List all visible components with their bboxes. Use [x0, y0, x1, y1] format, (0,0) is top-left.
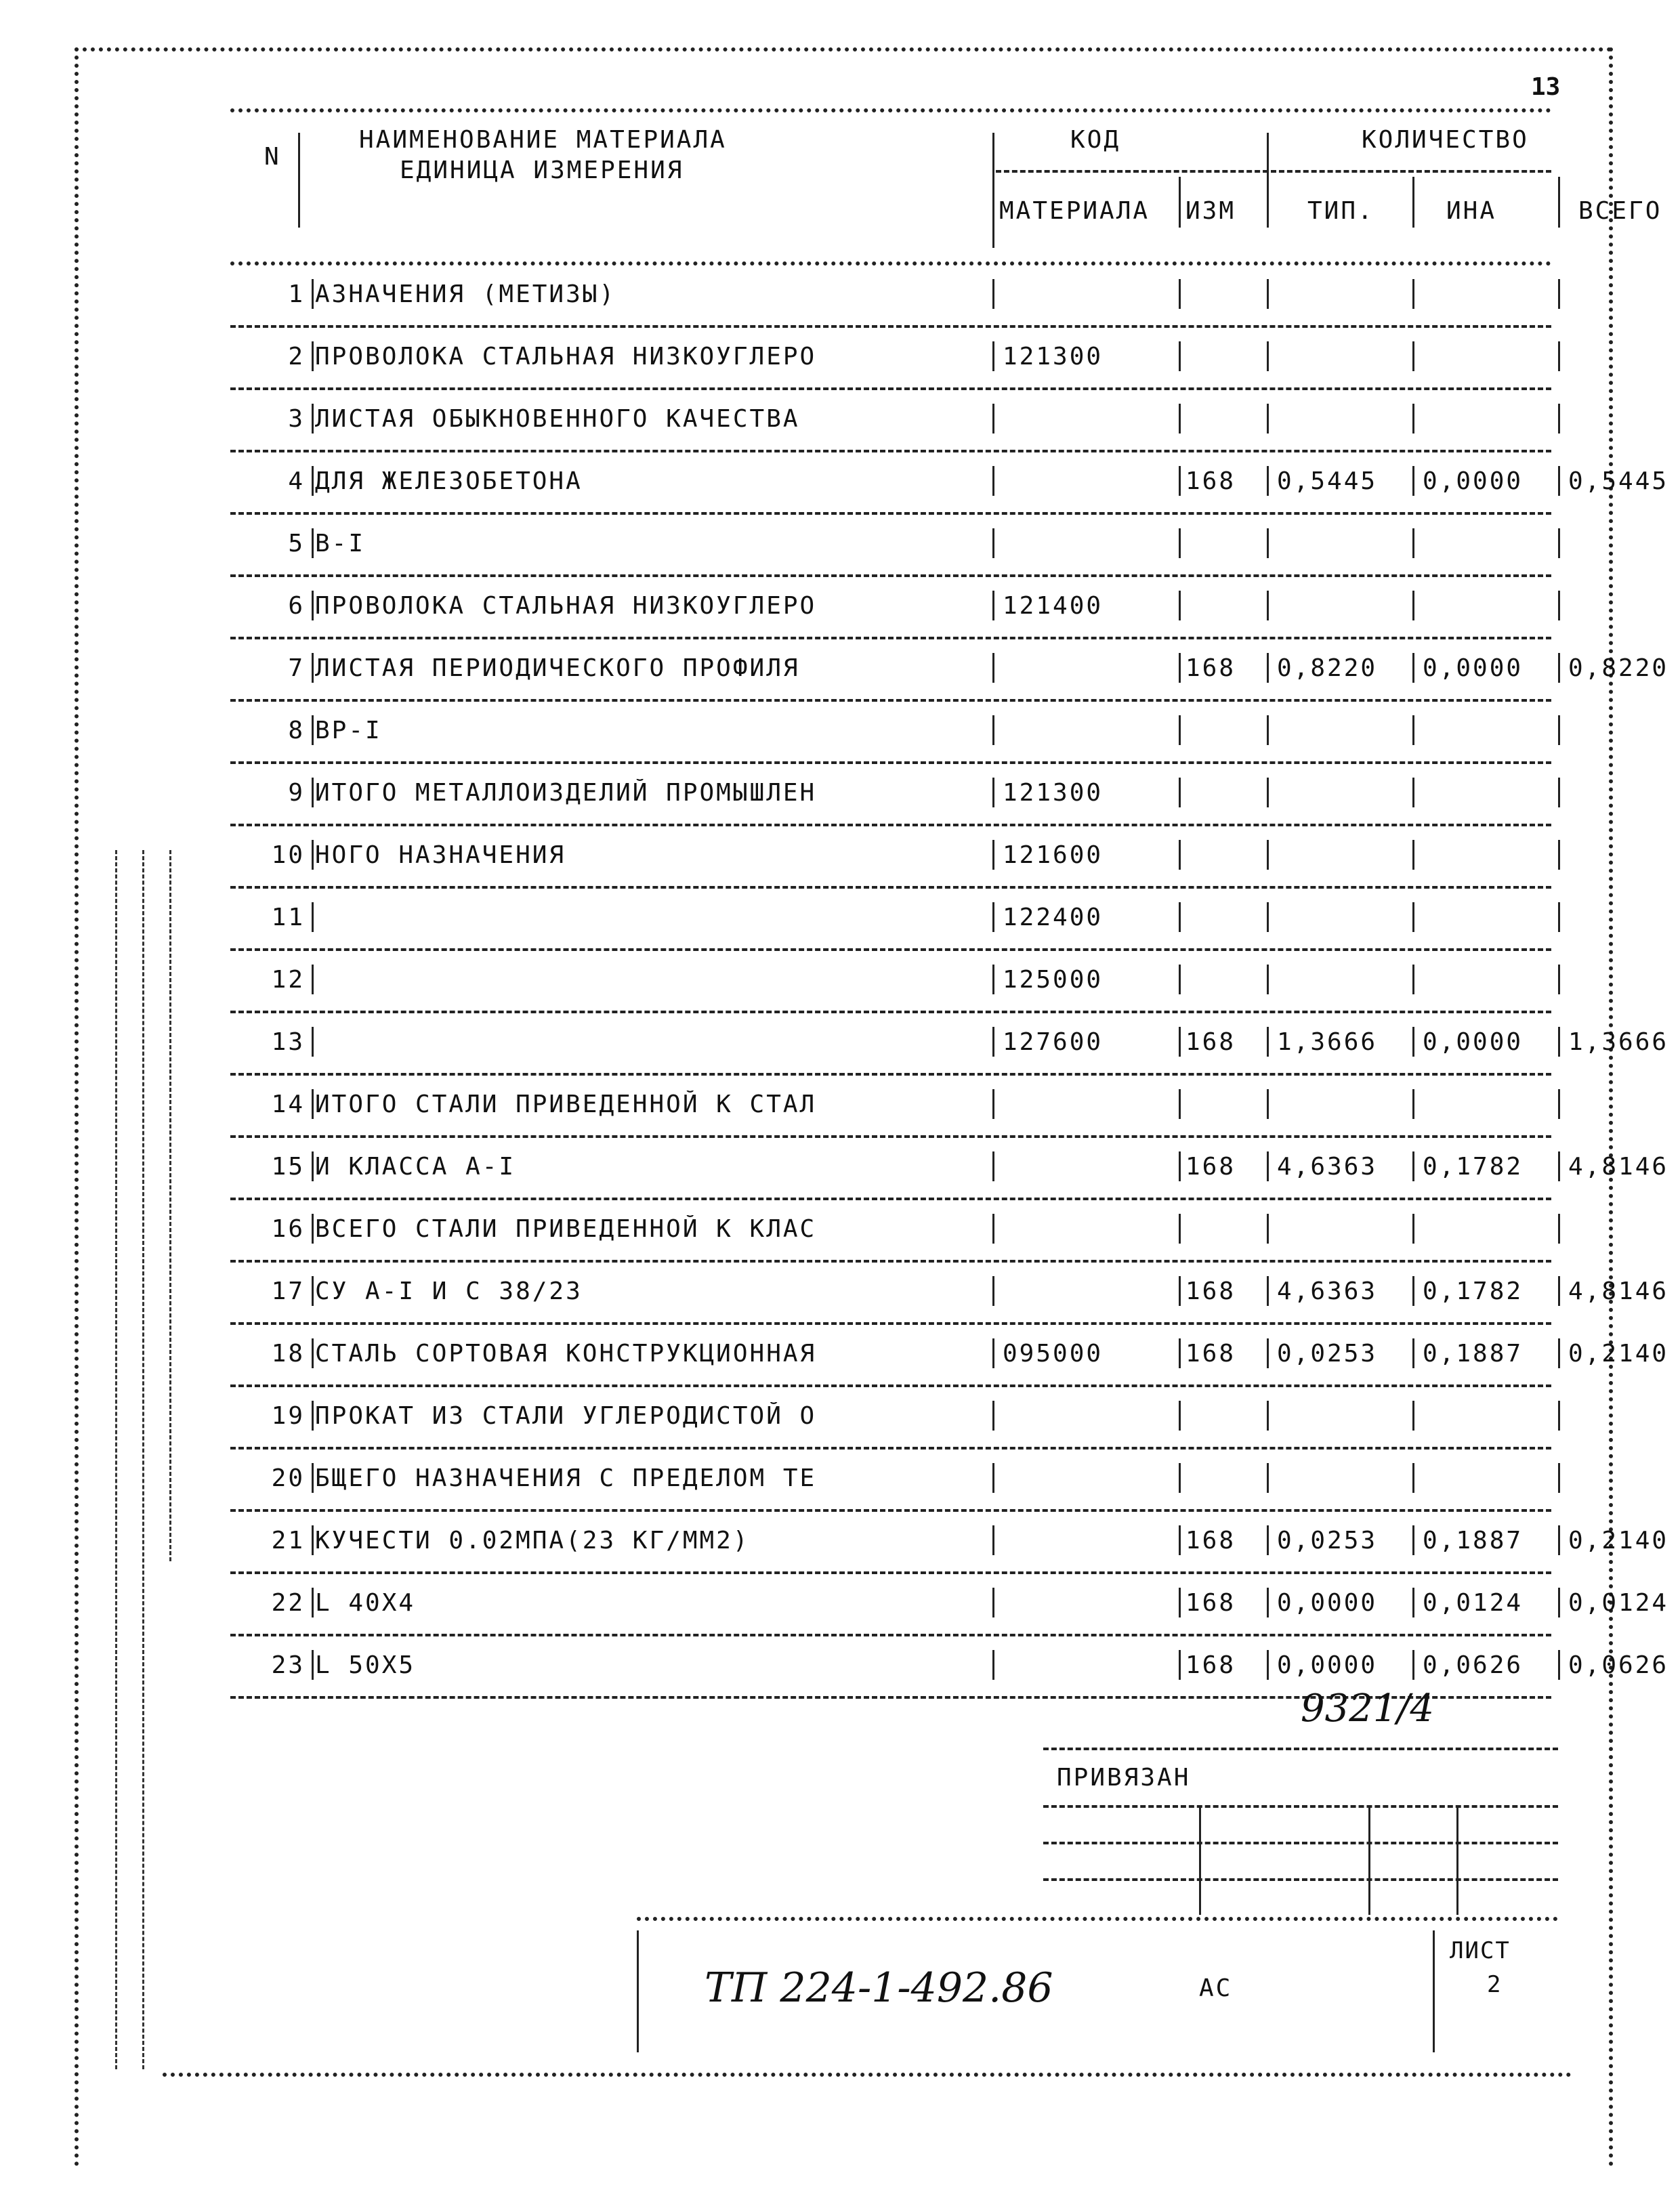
column-separator: [312, 1588, 314, 1617]
column-separator: [1267, 840, 1269, 870]
column-separator: [1412, 1525, 1414, 1555]
column-separator: [1412, 1463, 1414, 1493]
row-ina: 0,1782: [1423, 1277, 1524, 1305]
row-vsego: 1,3666: [1568, 1028, 1669, 1056]
row-number: 11: [271, 904, 305, 931]
table-row: [230, 1387, 1551, 1450]
row-number: 14: [271, 1091, 305, 1118]
row-number: 8: [288, 717, 305, 744]
column-separator: [312, 279, 314, 309]
frame-right-border: [1609, 47, 1613, 2167]
column-separator: [1412, 279, 1414, 309]
column-separator: [312, 1089, 314, 1119]
column-separator: [992, 965, 994, 994]
column-separator: [312, 1525, 314, 1555]
row-name: БЩЕГО НАЗНАЧЕНИЯ С ПРЕДЕЛОМ ТЕ: [315, 1464, 817, 1492]
column-separator: [992, 1089, 994, 1119]
table-row: [230, 1200, 1551, 1263]
column-separator: [1412, 1338, 1414, 1368]
table-row: [230, 328, 1551, 390]
frame-bottom-border: [163, 2073, 1572, 2077]
column-separator: [992, 466, 994, 496]
column-separator: [1558, 965, 1560, 994]
column-separator: [992, 528, 994, 558]
column-separator: [312, 1650, 314, 1680]
column-separator: [1412, 1151, 1414, 1181]
column-separator: [1179, 279, 1181, 309]
table-row: [230, 764, 1551, 826]
table-row: [230, 889, 1551, 951]
column-separator: [1267, 1401, 1269, 1431]
column-separator: [992, 1276, 994, 1306]
column-separator: [1558, 466, 1560, 496]
column-separator: [1179, 1650, 1181, 1680]
row-number: 22: [271, 1589, 305, 1617]
column-separator: [1412, 1089, 1414, 1119]
row-name: L 50Х5: [315, 1651, 416, 1679]
title-block-divider: [637, 1930, 639, 2052]
table-body: [230, 266, 1669, 1699]
column-separator: [1558, 1401, 1560, 1431]
header-qty: КОЛИЧЕСТВО: [1362, 126, 1529, 154]
row-tip: 4,6363: [1277, 1153, 1378, 1181]
row-name: ПРОКАТ ИЗ СТАЛИ УГЛЕРОДИСТОЙ О: [315, 1402, 817, 1430]
column-separator: [1558, 279, 1560, 309]
header-divider: [1179, 177, 1181, 228]
column-separator: [1412, 528, 1414, 558]
column-separator: [1558, 1588, 1560, 1617]
column-separator: [992, 778, 994, 807]
stamp-subgrid: [1043, 1878, 1558, 1915]
column-separator: [992, 1525, 994, 1555]
row-number: 18: [271, 1340, 305, 1368]
row-name: КУЧЕСТИ 0.02МПА(23 КГ/ММ2): [315, 1527, 750, 1554]
stamp-label: ПРИВЯЗАН: [1057, 1764, 1191, 1792]
row-number: 20: [271, 1464, 305, 1492]
row-name: И КЛАССА А-I: [315, 1153, 516, 1181]
column-separator: [312, 1463, 314, 1493]
row-ina: 0,1887: [1423, 1527, 1524, 1554]
row-izm: 168: [1185, 1277, 1236, 1305]
sheet-label: ЛИСТ: [1450, 1937, 1511, 1964]
header-divider: [1267, 133, 1269, 228]
row-tip: 0,5445: [1277, 467, 1378, 495]
row-izm: 168: [1185, 1527, 1236, 1554]
table-row: [230, 515, 1551, 577]
column-separator: [312, 591, 314, 620]
header-vsego: ВСЕГО: [1578, 197, 1662, 225]
column-separator: [1267, 279, 1269, 309]
row-name: АЗНАЧЕНИЯ (МЕТИЗЫ): [315, 280, 616, 308]
row-vsego: 0,0124: [1568, 1589, 1669, 1617]
column-separator: [992, 404, 994, 433]
frame-top-border: [75, 47, 1612, 51]
header-divider: [992, 133, 994, 248]
row-number: 16: [271, 1215, 305, 1243]
column-separator: [1267, 715, 1269, 745]
column-separator: [1267, 1027, 1269, 1057]
row-number: 17: [271, 1277, 305, 1305]
row-name: ЛИСТАЯ ПЕРИОДИЧЕСКОГО ПРОФИЛЯ: [315, 654, 800, 682]
column-separator: [312, 778, 314, 807]
stamp-subgrid: [1043, 1842, 1558, 1878]
header-name-line1: НАИМЕНОВАНИЕ МАТЕРИАЛА: [359, 126, 727, 154]
left-margin-lines: [115, 850, 224, 2069]
table-row: [230, 1076, 1551, 1138]
stamp-subgrid: [1043, 1805, 1558, 1842]
row-code: 121300: [1003, 779, 1104, 807]
column-separator: [1412, 965, 1414, 994]
frame-left-border: [75, 47, 79, 2167]
column-separator: [312, 840, 314, 870]
column-separator: [1412, 1027, 1414, 1057]
row-izm: 168: [1185, 1028, 1236, 1056]
row-number: 10: [271, 841, 305, 869]
column-separator: [1179, 404, 1181, 433]
row-tip: 0,8220: [1277, 654, 1378, 682]
column-separator: [1558, 840, 1560, 870]
drawing-code: ТП 224-1-492.86: [705, 1964, 1053, 2012]
row-ina: 0,1887: [1423, 1340, 1524, 1368]
column-separator: [312, 1214, 314, 1244]
table-row: [230, 702, 1551, 764]
title-block: [637, 1917, 1558, 2052]
row-name: ВСЕГО СТАЛИ ПРИВЕДЕННОЙ К КЛАС: [315, 1215, 817, 1243]
column-separator: [1267, 778, 1269, 807]
row-ina: 0,0000: [1423, 467, 1524, 495]
header-izm: ИЗМ: [1185, 197, 1236, 225]
table-row: [230, 1450, 1551, 1512]
column-separator: [1412, 466, 1414, 496]
table-row: [230, 452, 1669, 515]
column-separator: [1558, 1525, 1560, 1555]
row-number: 1: [288, 280, 305, 308]
column-separator: [992, 1650, 994, 1680]
header-ina: ИНА: [1446, 197, 1497, 225]
row-izm: 168: [1185, 1153, 1236, 1181]
column-separator: [1412, 778, 1414, 807]
column-separator: [1179, 715, 1181, 745]
column-separator: [1179, 778, 1181, 807]
header-num: N: [264, 143, 281, 171]
column-separator: [312, 341, 314, 371]
column-separator: [1179, 1151, 1181, 1181]
column-separator: [1179, 653, 1181, 683]
column-separator: [1412, 1588, 1414, 1617]
row-name: СУ А-I И С 38/23: [315, 1277, 583, 1305]
section-code: АС: [1199, 1974, 1233, 2002]
column-separator: [992, 902, 994, 932]
row-ina: 0,1782: [1423, 1153, 1524, 1181]
row-izm: 168: [1185, 654, 1236, 682]
row-number: 2: [288, 343, 305, 371]
table-row: [230, 826, 1551, 889]
sheet-number: 2: [1487, 1971, 1501, 1998]
column-separator: [1179, 1338, 1181, 1368]
column-separator: [1267, 1525, 1269, 1555]
column-separator: [1558, 1027, 1560, 1057]
row-izm: 168: [1185, 1589, 1236, 1617]
column-separator: [992, 1588, 994, 1617]
column-separator: [1558, 902, 1560, 932]
column-separator: [312, 715, 314, 745]
row-name: L 40Х4: [315, 1589, 416, 1617]
column-separator: [992, 279, 994, 309]
table-row: [230, 577, 1551, 639]
header-name-line2: ЕДИНИЦА ИЗМЕРЕНИЯ: [400, 156, 684, 184]
header-divider: [298, 133, 300, 228]
column-separator: [312, 404, 314, 433]
row-number: 12: [271, 966, 305, 994]
row-number: 9: [288, 779, 305, 807]
column-separator: [1558, 1151, 1560, 1181]
table-row: [230, 951, 1551, 1013]
row-tip: 0,0253: [1277, 1340, 1378, 1368]
column-separator: [312, 965, 314, 994]
header-tip: ТИП.: [1307, 197, 1374, 225]
column-separator: [1412, 1401, 1414, 1431]
column-separator: [1179, 1214, 1181, 1244]
column-separator: [1267, 528, 1269, 558]
column-separator: [992, 1338, 994, 1368]
row-number: 7: [288, 654, 305, 682]
column-separator: [1267, 1276, 1269, 1306]
column-separator: [1558, 1463, 1560, 1493]
column-separator: [312, 653, 314, 683]
column-separator: [1267, 466, 1269, 496]
column-separator: [1179, 902, 1181, 932]
column-separator: [992, 591, 994, 620]
row-number: 5: [288, 530, 305, 557]
table-row: [230, 1512, 1669, 1574]
table-row: [230, 390, 1551, 452]
column-separator: [1267, 1650, 1269, 1680]
column-separator: [1179, 528, 1181, 558]
column-separator: [1179, 466, 1181, 496]
row-name: ИТОГО МЕТАЛЛОИЗДЕЛИЙ ПРОМЫШЛЕН: [315, 779, 817, 807]
column-separator: [1558, 715, 1560, 745]
column-separator: [1558, 1214, 1560, 1244]
column-separator: [312, 1401, 314, 1431]
column-separator: [1412, 591, 1414, 620]
column-separator: [1267, 1089, 1269, 1119]
row-code: 095000: [1003, 1340, 1104, 1368]
column-separator: [1179, 1401, 1181, 1431]
column-separator: [992, 1463, 994, 1493]
column-separator: [992, 1151, 994, 1181]
column-separator: [1412, 840, 1414, 870]
row-name: В-I: [315, 530, 366, 557]
row-vsego: 4,8146: [1568, 1153, 1669, 1181]
column-separator: [1412, 715, 1414, 745]
column-separator: [1179, 965, 1181, 994]
column-separator: [312, 902, 314, 932]
row-ina: 0,0000: [1423, 654, 1524, 682]
column-separator: [1412, 1650, 1414, 1680]
table-row: [230, 1138, 1669, 1200]
row-number: 23: [271, 1651, 305, 1679]
column-separator: [312, 1338, 314, 1368]
column-separator: [1267, 1151, 1269, 1181]
column-separator: [1179, 1588, 1181, 1617]
column-separator: [1558, 778, 1560, 807]
row-code: 122400: [1003, 904, 1104, 931]
title-block-divider: [1433, 1930, 1435, 2052]
row-name: ЛИСТАЯ ОБЫКНОВЕННОГО КАЧЕСТВА: [315, 405, 800, 433]
column-separator: [1412, 902, 1414, 932]
column-separator: [1179, 591, 1181, 620]
column-separator: [1179, 1089, 1181, 1119]
table-row: [230, 1013, 1669, 1076]
column-separator: [1558, 1338, 1560, 1368]
row-izm: 168: [1185, 467, 1236, 495]
table-row: [230, 1325, 1669, 1387]
column-separator: [992, 1027, 994, 1057]
column-separator: [1558, 1276, 1560, 1306]
column-separator: [1558, 1089, 1560, 1119]
table-header: [230, 112, 1662, 266]
column-separator: [1179, 1276, 1181, 1306]
column-separator: [1267, 1463, 1269, 1493]
header-code: КОД: [1070, 126, 1121, 154]
row-code: 121400: [1003, 592, 1104, 620]
margin-line: [169, 850, 171, 1561]
margin-line: [142, 850, 144, 2069]
column-separator: [992, 1401, 994, 1431]
row-tip: 0,0000: [1277, 1651, 1378, 1679]
column-separator: [312, 528, 314, 558]
column-separator: [312, 1276, 314, 1306]
row-vsego: 0,8220: [1568, 654, 1669, 682]
page-number: 13: [1531, 73, 1561, 101]
column-separator: [1267, 653, 1269, 683]
column-separator: [312, 466, 314, 496]
column-separator: [992, 653, 994, 683]
row-izm: 168: [1185, 1651, 1236, 1679]
row-name: ПРОВОЛОКА СТАЛЬНАЯ НИЗКОУГЛЕРО: [315, 343, 817, 371]
column-separator: [992, 1214, 994, 1244]
row-number: 4: [288, 467, 305, 495]
row-number: 19: [271, 1402, 305, 1430]
table-row: [230, 1574, 1669, 1636]
row-name: ПРОВОЛОКА СТАЛЬНАЯ НИЗКОУГЛЕРО: [315, 592, 817, 620]
column-separator: [992, 840, 994, 870]
column-separator: [1267, 1214, 1269, 1244]
column-separator: [1267, 404, 1269, 433]
column-separator: [992, 341, 994, 371]
header-subline: [996, 170, 1551, 173]
row-ina: 0,0124: [1423, 1589, 1524, 1617]
column-separator: [1267, 341, 1269, 371]
row-name: НОГО НАЗНАЧЕНИЯ: [315, 841, 566, 869]
header-divider: [1558, 177, 1560, 228]
row-tip: 0,0253: [1277, 1527, 1378, 1554]
row-name: СТАЛЬ СОРТОВАЯ КОНСТРУКЦИОННАЯ: [315, 1340, 817, 1368]
margin-line: [115, 850, 117, 2069]
column-separator: [1267, 1338, 1269, 1368]
table-row: [230, 639, 1669, 702]
row-tip: 0,0000: [1277, 1589, 1378, 1617]
column-separator: [1412, 404, 1414, 433]
column-separator: [1412, 341, 1414, 371]
row-name: ВР-I: [315, 717, 382, 744]
column-separator: [1267, 902, 1269, 932]
binding-stamp: [1043, 1748, 1558, 1915]
row-name: ИТОГО СТАЛИ ПРИВЕДЕННОЙ К СТАЛ: [315, 1091, 817, 1118]
column-separator: [1267, 1588, 1269, 1617]
row-tip: 4,6363: [1277, 1277, 1378, 1305]
row-tip: 1,3666: [1277, 1028, 1378, 1056]
row-vsego: 4,8146: [1568, 1277, 1669, 1305]
column-separator: [1412, 1276, 1414, 1306]
row-code: 121600: [1003, 841, 1104, 869]
column-separator: [1179, 840, 1181, 870]
column-separator: [1179, 341, 1181, 371]
column-separator: [1558, 591, 1560, 620]
row-number: 13: [271, 1028, 305, 1056]
materials-table: [230, 108, 1669, 1699]
table-row: [230, 1263, 1669, 1325]
column-separator: [312, 1151, 314, 1181]
row-number: 15: [271, 1153, 305, 1181]
row-number: 3: [288, 405, 305, 433]
row-code: 127600: [1003, 1028, 1104, 1056]
column-separator: [1179, 1525, 1181, 1555]
row-number: 21: [271, 1527, 305, 1554]
table-row: [230, 266, 1551, 328]
column-separator: [1267, 965, 1269, 994]
column-separator: [1558, 404, 1560, 433]
row-code: 125000: [1003, 966, 1104, 994]
column-separator: [1179, 1027, 1181, 1057]
column-separator: [1558, 341, 1560, 371]
header-divider: [1412, 177, 1414, 228]
row-ina: 0,0000: [1423, 1028, 1524, 1056]
row-ina: 0,0626: [1423, 1651, 1524, 1679]
row-vsego: 0,0626: [1568, 1651, 1669, 1679]
row-number: 6: [288, 592, 305, 620]
handwritten-stamp-number: 9321/4: [1301, 1687, 1435, 1731]
title-block-top: [637, 1917, 1558, 1921]
column-separator: [1412, 1214, 1414, 1244]
column-separator: [1558, 653, 1560, 683]
column-separator: [1179, 1463, 1181, 1493]
column-separator: [1558, 1650, 1560, 1680]
column-separator: [1412, 653, 1414, 683]
row-vsego: 0,5445: [1568, 467, 1669, 495]
column-separator: [992, 715, 994, 745]
column-separator: [312, 1027, 314, 1057]
column-separator: [1267, 591, 1269, 620]
column-separator: [1558, 528, 1560, 558]
row-vsego: 0,2140: [1568, 1340, 1669, 1368]
header-code-sub: МАТЕРИАЛА: [999, 197, 1150, 225]
row-izm: 168: [1185, 1340, 1236, 1368]
row-code: 121300: [1003, 343, 1104, 371]
row-name: ДЛЯ ЖЕЛЕЗОБЕТОНА: [315, 467, 583, 495]
row-vsego: 0,2140: [1568, 1527, 1669, 1554]
